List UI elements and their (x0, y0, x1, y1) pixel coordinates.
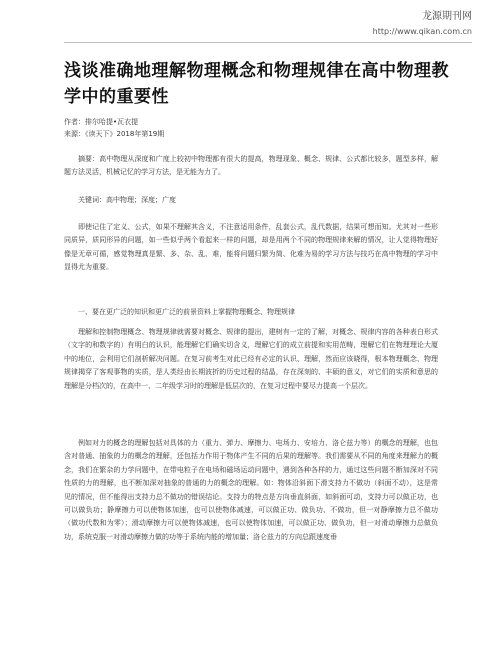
header-divider (64, 42, 472, 43)
site-name: 龙源期刊网 (422, 11, 472, 22)
keywords-line: 关键词：高中物理；深度；广度 (78, 196, 176, 204)
site-url[interactable]: http://www.qikan.com.cn (372, 27, 472, 36)
article-title: 浅谈准确地理解物理概念和物理规律在高中物理教学中的重要性 (64, 61, 449, 107)
abstract-paragraph: 摘要：高中物理从深度和广度上较初中物理都有很大的提高，物理现象、概念、规律、公式都比较多，题型多样，解题方法灵活，机械记忆的学习方法，是无能为力了。 (64, 155, 438, 177)
body-paragraph-1: 理解和控制物理概念、物理规律就需要对概念、规律的提出，建树有一定的了解，对概念、规律内容的各种表白形式（文字的和数字的）有明白的认识，能理解它们确实切含义，理解它们的成立前提和实用范畴，理解它们在物理理论大厦中的地位，会利用它们剖析解决问题。在复习前考生对此已经有必定的认识、理解，然而应该晓得，根本物理概念、物理规律揭穿了客观事物的实质，是人类经由长期波折的历史过程的结晶，存在深刻的、丰硕的意义，对它们的实质和意思的理解是分档次的，在高中一、二年级学习时的理解是低层次的，在复习过程中要尽力提高一个层次。 (64, 328, 438, 390)
source-line: 来源：《读天下》2018年第19期 (64, 130, 165, 138)
author-line: 作者：排尔哈提•瓦衣提 (64, 118, 139, 126)
intro-paragraph: 即使记住了定义、公式，如果不理解其含义，不注意适用条件，乱套公式，乱代数据，结果可想而知。尤其对一些形同质异，质同形异的问题，如一些似乎两个看起来一样的问题，却是用两个不同的物理规律来解的情况，让人觉得物理好像是无章可循，感觉物理真是繁、多、杂、乱、难，能将问题归繁为简、化难为易的学习方法与技巧在高中物理的学习中显得尤为重要。 (64, 223, 438, 272)
section-heading: 一、要在更广泛的知识和更广泛的前景资料上掌握物理概念、物理规律 (78, 308, 295, 316)
body-paragraph-2: 例如对力的概念的理解包括对具体的力（重力、弹力、摩擦力、电场力、安培力、洛仑兹力等）的概念的理解，也包含对普通、抽象的力的概念的理解，还包括力作用于物体产生不同的后果的理解等。我们需要从不同的角度来理解力的概念，我们在繁杂的力学问题中，在带电粒子在电场和磁场运动问题中，遇到各种各样的力，通过这些问题不断加深对不同性质的力的理解，也不断加深对抽象的普通的力的概念的理解。如：物体沿斜面下滑支持力不做功（斜面不动），这是常见的情况，但不能得出支持力总不做功的错误结论。支持力的特点是方向垂直斜面，如斜面可动，支持力可以做正功，也可以做负功；静摩擦力可以使物体加速，也可以使物体减速，可以做正功、做负功、不做功，但一对静摩擦力总不做功（做功代数和为零）；滑动摩擦力可以使物体减速，也可以使物体加速，可以做正功、做负功，但一对滑动摩擦力总做负功，系统克服一对滑动摩擦力做的功等于系统内能的增加量；洛仑兹力的方向总跟速度垂 (64, 439, 438, 541)
